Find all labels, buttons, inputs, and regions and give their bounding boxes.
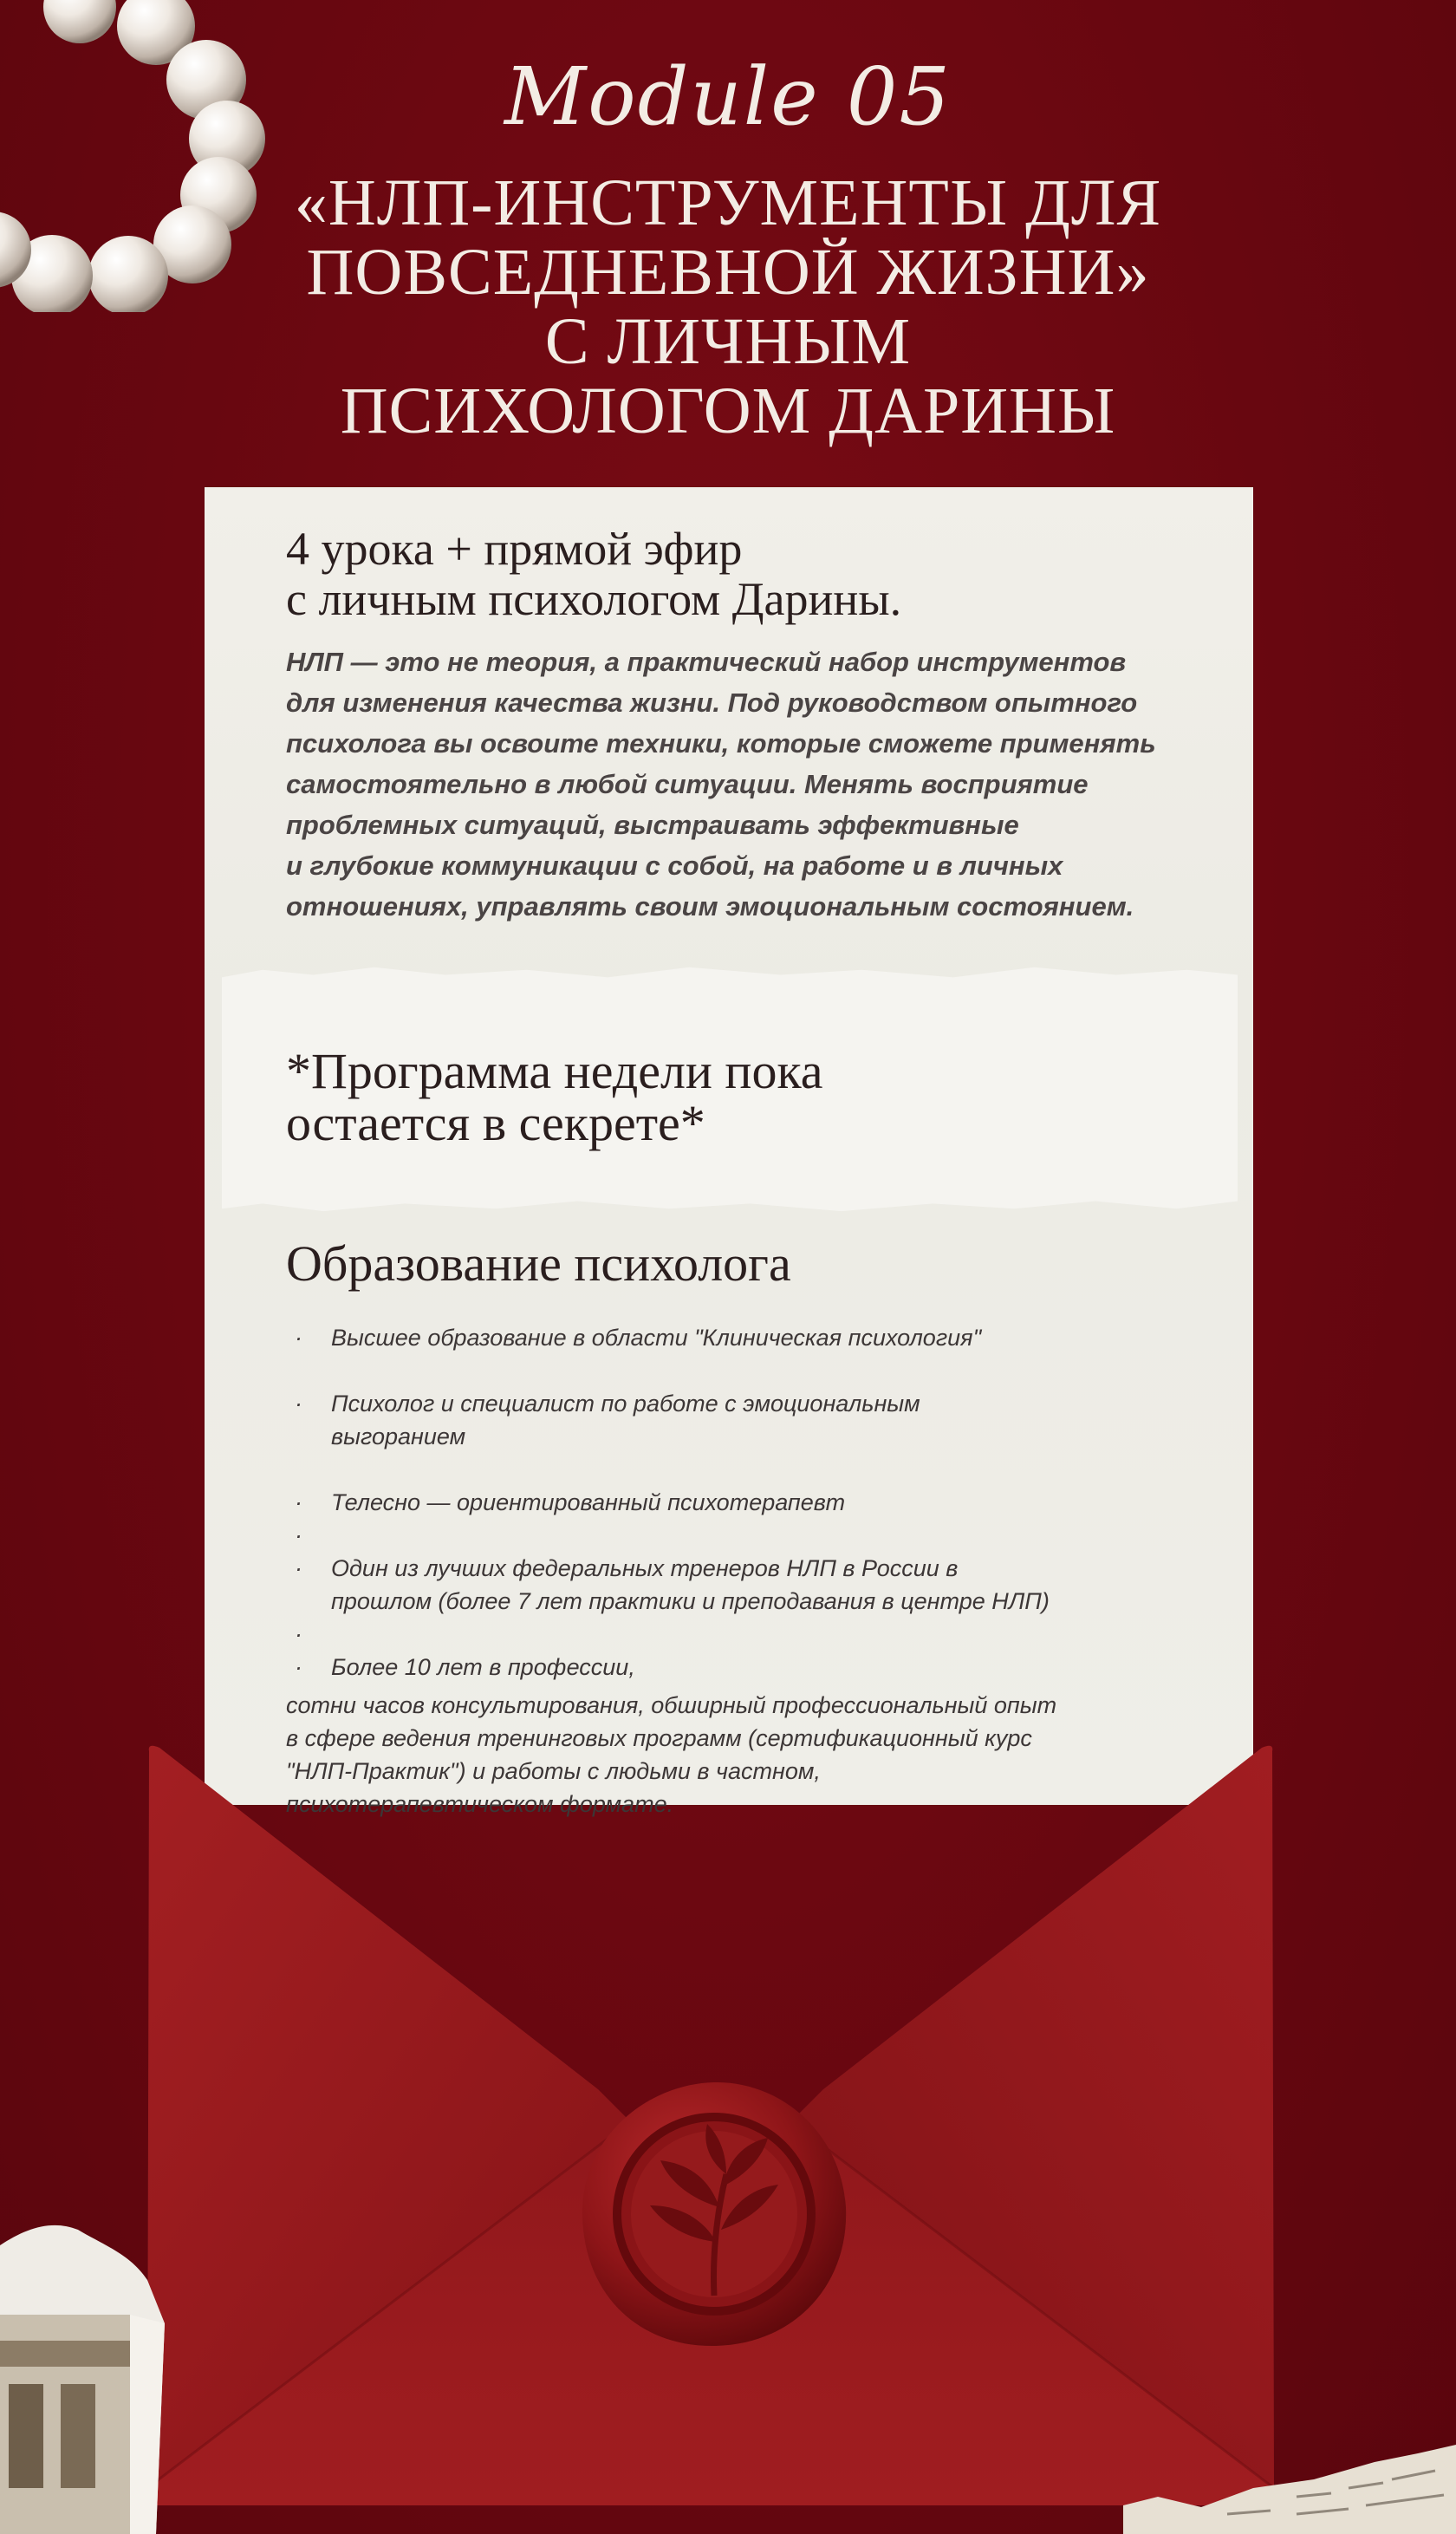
description-line: психолога вы освоите техники, которые сможете применять — [286, 728, 1156, 759]
list-item-text: Высшее образование в области "Клиническая психология" — [331, 1325, 982, 1351]
list-item-text: Психолог и специалист по работе с эмоциональным — [331, 1391, 920, 1417]
description-line: проблемных ситуаций, выстраивать эффективные — [286, 810, 1019, 840]
education-details — [286, 1689, 1231, 1821]
lesson-title — [286, 524, 1196, 624]
details-line: психотерапевтическом формате. — [286, 1791, 674, 1817]
education-title: Образование психолога — [286, 1235, 791, 1292]
newspaper-scrap-decoration — [1123, 2445, 1456, 2534]
list-item — [295, 1486, 1231, 1519]
bullet: · — [295, 1391, 302, 1417]
details-line: в сфере ведения тренинговых программ (сертификационный курс — [286, 1725, 1032, 1751]
wax-seal-icon — [577, 2077, 851, 2351]
lesson-title-line: с личным психологом Дарины. — [286, 573, 902, 625]
details-line: "НЛП-Практик") и работы с людьми в частном, — [286, 1758, 821, 1784]
lesson-description — [286, 642, 1231, 927]
empty-list-item — [295, 1618, 1231, 1651]
headline-line: ПОВСЕДНЕВНОЙ ЖИЗНИ» — [306, 236, 1150, 309]
description-line: отношениях, управлять своим эмоциональным состоянием. — [286, 891, 1134, 922]
bullet: · — [295, 1522, 302, 1548]
torn-photo-decoration — [0, 2219, 217, 2534]
bullet: · — [295, 1654, 302, 1680]
headline-line: С ЛИЧНЫМ — [544, 305, 912, 378]
list-item — [295, 1321, 1231, 1354]
bullet: · — [295, 1555, 302, 1581]
education-list — [295, 1321, 1231, 1684]
description-line: для изменения качества жизни. Под руководством опытного — [286, 687, 1138, 718]
bullet: · — [295, 1325, 302, 1351]
secret-program-note — [286, 1043, 1066, 1151]
list-item — [295, 1552, 1231, 1585]
empty-list-item — [295, 1519, 1231, 1552]
bullet: · — [295, 1489, 302, 1515]
list-item — [295, 1651, 1231, 1684]
lesson-title-line: 4 урока + прямой эфир — [286, 523, 743, 575]
bullet: · — [295, 1621, 302, 1647]
module-number-title: Module 05 — [504, 50, 952, 143]
module-headline — [0, 168, 1456, 446]
list-item — [295, 1387, 1231, 1420]
list-item-text: выгоранием — [331, 1423, 466, 1449]
description-line: и глубокие коммуникации с собой, на работе и в личных — [286, 850, 1063, 881]
list-item-text: Более 10 лет в профессии, — [331, 1654, 635, 1680]
details-line: сотни часов консультирования, обширный профессиональный опыт — [286, 1692, 1057, 1718]
list-item-text: Один из лучших федеральных тренеров НЛП в России в — [331, 1555, 959, 1581]
secret-line: остается в секрете* — [286, 1095, 705, 1151]
list-item-continuation — [295, 1420, 1231, 1453]
headline-line: «НЛП-ИНСТРУМЕНТЫ ДЛЯ — [294, 166, 1162, 239]
description-line: самостоятельно в любой ситуации. Менять восприятие — [286, 769, 1089, 799]
list-item-continuation — [295, 1585, 1231, 1618]
list-item-text: прошлом (более 7 лет практики и преподавания в центре НЛП) — [331, 1588, 1050, 1614]
headline-line: ПСИХОЛОГОМ ДАРИНЫ — [340, 375, 1116, 447]
secret-line: *Программа недели пока — [286, 1043, 823, 1099]
list-item-text: Телесно — ориентированный психотерапевт — [331, 1489, 846, 1515]
description-line: НЛП — это не теория, а практический набор инструментов — [286, 647, 1127, 677]
